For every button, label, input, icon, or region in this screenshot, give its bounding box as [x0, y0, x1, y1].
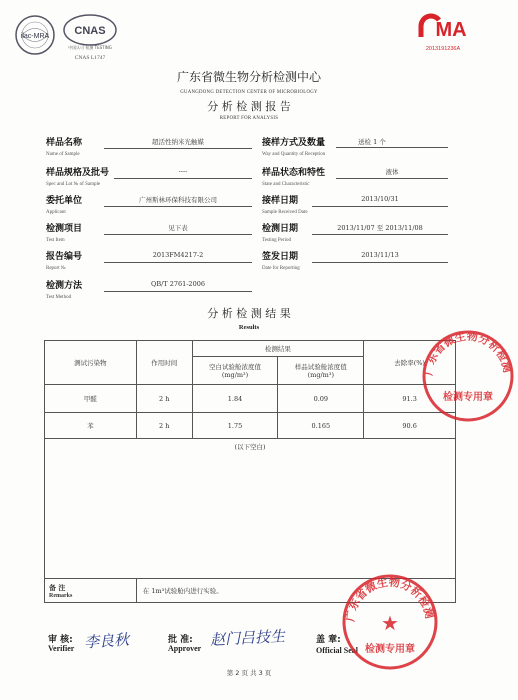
field-label-en: Applicant: [46, 210, 66, 215]
cell-sample: 0.165: [278, 413, 364, 439]
report-title-en: REPORT FOR ANALYSIS: [219, 116, 279, 121]
field-label-en: Name of Sample: [46, 152, 80, 157]
stamp-star-icon: ★: [381, 611, 399, 635]
field-value: 超活性纳米光触媒: [104, 137, 252, 149]
header-sample-chamber: [278, 357, 364, 385]
stamp-ring-text: 广东省微生物分析检测: [343, 575, 437, 623]
field-label: 检测项目: [46, 224, 83, 234]
approver-label: 批 准:: [168, 635, 193, 645]
header-blank-chamber: [192, 357, 278, 385]
stamp-ring-text: 广东省微生物分析检测: [421, 329, 515, 377]
field-label: 签发日期: [262, 252, 299, 262]
approver-label-en: Approver: [168, 644, 202, 653]
field-value: 2013/11/07 至 2013/11/08: [312, 223, 448, 235]
table-row: [45, 385, 456, 413]
header-time: 作用时间: [136, 341, 192, 385]
field-label: 样品名称: [46, 138, 83, 148]
cma-logo: [415, 12, 471, 52]
field-label-en: Report №: [46, 266, 66, 271]
field-value: QB/T 2761-2006: [104, 280, 252, 292]
remarks-text: 在 1m³试验舱内进行实验。: [136, 579, 455, 603]
verifier-label-en: Verifier: [48, 644, 75, 653]
field-value: 2013/11/13: [312, 251, 448, 263]
stamp-center-text: 检测专用章: [443, 392, 493, 403]
field-value: 送检 1 个: [336, 137, 448, 148]
blank-area: [45, 439, 456, 579]
remarks-label: 备 注: [49, 582, 66, 592]
cell-time: 2 h: [136, 385, 192, 413]
field-label: 样品状态和特性: [262, 168, 326, 178]
seal-label-en: Official Seal: [316, 646, 358, 655]
field-label-en: Sample Received Date: [262, 210, 308, 215]
field-label-en: Date for Reporting: [262, 266, 300, 271]
field-label: 检测日期: [262, 224, 299, 234]
ilac-logo: [14, 14, 56, 56]
header-sample-label: 样品试验舱浓度值: [294, 363, 347, 371]
cell-rate: 90.6: [364, 413, 456, 439]
header-removal-rate: 去除率(%): [364, 341, 456, 385]
field-value: 广州斯林环保科技有限公司: [104, 195, 252, 207]
page-number: 第 2 页 共 3 页: [226, 669, 272, 677]
cell-sample: 0.09: [278, 385, 364, 413]
seal-label: 盖 章:: [316, 635, 341, 645]
header-result-group: 检测结果: [192, 341, 364, 357]
cell-blank: 1.75: [192, 413, 278, 439]
center-title: 广东省微生物分析检测中心: [176, 70, 321, 84]
field-value: ----: [114, 167, 252, 179]
results-title: 分 析 检 测 结 果: [207, 307, 291, 320]
cnas-logo: [60, 12, 120, 61]
cell-rate: 91.3: [364, 385, 456, 413]
field-value: 2013/10/31: [312, 195, 448, 207]
center-title-en: GUANGDONG DETECTION CENTER OF MICROBIOLOGY: [180, 90, 318, 95]
field-label: 接样方式及数量: [262, 138, 326, 148]
field-label-en: State and Characteristic: [262, 182, 310, 187]
field-label: 检测方法: [46, 281, 83, 291]
field-label-en: Way and Quantity of Reception: [262, 152, 326, 157]
field-label-en: Spec and Lot № of Sample: [46, 182, 101, 187]
verifier-label: 审 核:: [48, 635, 73, 645]
blank-note: (以下空白): [234, 443, 266, 451]
field-label: 委托单位: [46, 196, 83, 206]
field-label: 样品规格及批号: [46, 168, 110, 178]
results-title-en: Results: [238, 324, 260, 331]
report-title: 分 析 检 测 报 告: [207, 100, 291, 113]
cnas-sub-text: 中国认可 检测 TESTING: [68, 45, 112, 50]
results-table: [44, 340, 456, 603]
official-stamp-bottom: [338, 570, 442, 674]
stamp-center-text: 检测专用章: [365, 644, 415, 655]
remarks-label-cell: [45, 579, 137, 603]
cell-item: 苯: [45, 413, 137, 439]
cell-blank: 1.84: [192, 385, 278, 413]
header-blank-label: 空白试验舱浓度值: [209, 363, 261, 371]
field-value: 液体: [336, 167, 448, 179]
cma-logo-text: MA: [435, 19, 467, 41]
header-pollutant: 测试污染物: [45, 341, 137, 385]
ilac-logo-text: ilac-MRA: [20, 33, 50, 40]
cell-item: 甲醛: [45, 385, 137, 413]
cnas-logo-text: CNAS: [74, 25, 106, 37]
remarks-label-en: Remarks: [49, 592, 73, 599]
field-label: 报告编号: [46, 252, 83, 262]
header-unit: (mg/m³): [307, 371, 334, 379]
field-label: 接样日期: [262, 196, 299, 206]
field-value: 2013FM4217-2: [104, 251, 252, 263]
blank-area-row: [45, 439, 456, 579]
verifier-signature: 李良秋: [83, 630, 130, 652]
cell-time: 2 h: [136, 413, 192, 439]
cnas-code: CNAS L1747: [74, 55, 106, 61]
official-stamp-top: [418, 326, 518, 426]
field-value: 见下表: [104, 223, 252, 235]
header-unit: (mg/m³): [221, 371, 249, 379]
table-row: [45, 413, 456, 439]
approver-signature: 赵门吕技生: [209, 627, 286, 649]
cma-number: 2013191236A: [425, 46, 461, 52]
field-label-en: Test Method: [46, 295, 72, 300]
field-label-en: Testing Period: [262, 238, 291, 243]
field-label-en: Test Item: [46, 238, 65, 243]
